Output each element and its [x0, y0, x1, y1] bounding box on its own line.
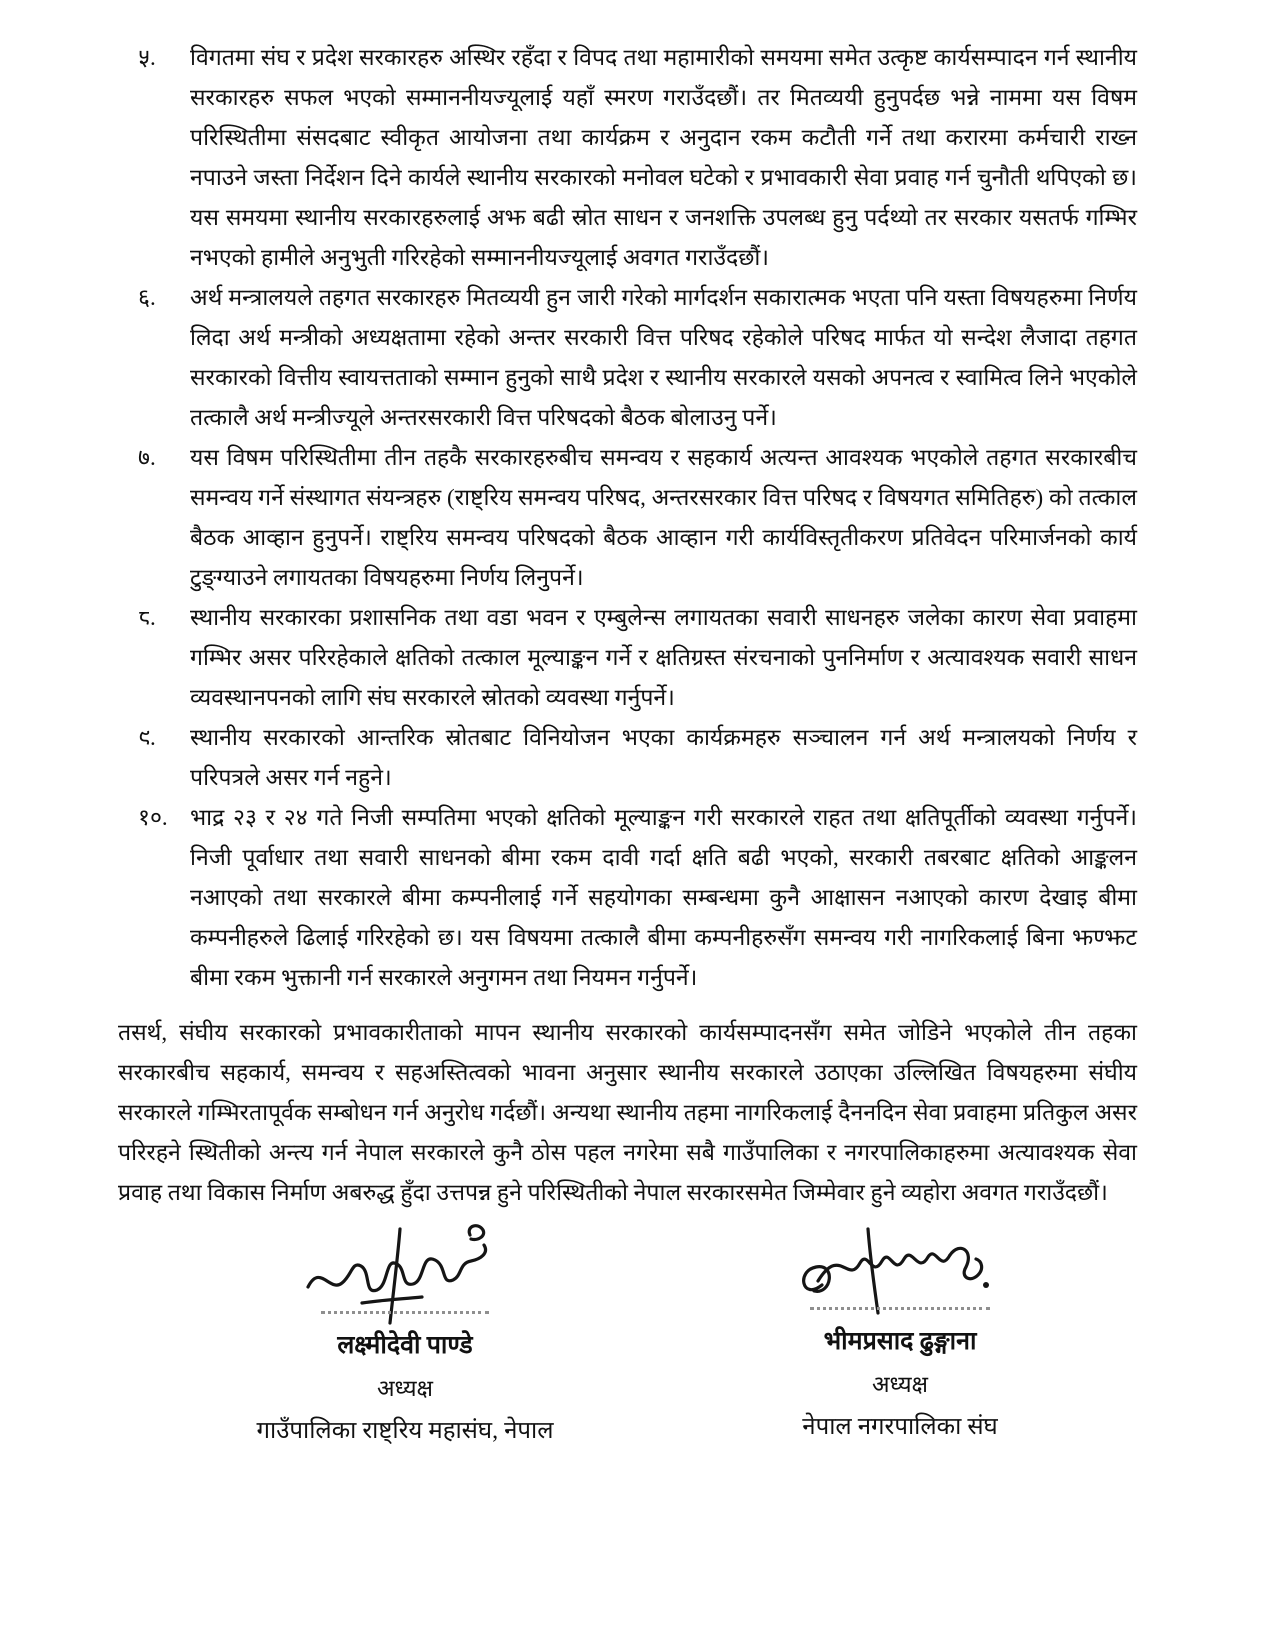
signature-dotted-line	[810, 1305, 990, 1310]
signature-section	[118, 1223, 1137, 1523]
numbered-list	[118, 38, 1137, 998]
list-item	[138, 438, 1137, 598]
item-number: ८.	[138, 605, 156, 630]
list-item	[138, 598, 1137, 718]
signatory-organization: गाउँपालिका राष्ट्रिय महासंघ, नेपाल	[256, 1418, 554, 1444]
signature-dotted-line	[321, 1309, 489, 1314]
list-item	[138, 718, 1137, 798]
item-number: ७.	[138, 445, 156, 470]
signature-block-right	[700, 1223, 1100, 1442]
item-number: ५.	[138, 45, 156, 70]
item-text: विगतमा संघ र प्रदेश सरकारहरु अस्थिर रहँदा र विपद तथा महामारीको समयमा समेत उत्कृष्ट कार्यसम्पादन गर्न स्थानीय सरकारहरु सफल भएको सम्माननीयज्यूलाई यहाँ स्मरण गराउँदछौं। तर मितव्ययी हुनुपर्दछ भन्ने नाममा यस विषम परिस्थितीमा संसदबाट स्वीकृत आयोजना तथा कार्यक्रम र अनुदान रकम कटौती गर्ने तथा करारमा कर्मचारी राख्न नपाउने जस्ता निर्देशन दिने कार्यले स्थानीय सरकारको मनोवल घटेको र प्रभावकारी सेवा प्रवाह गर्न चुनौती थपिएको छ। यस समयमा स्थानीय सरकारहरुलाई अझ बढी स्रोत साधन र जनशक्ति उपलब्ध हुनु पर्दथ्यो तर सरकार यसतर्फ गम्भिर नभएको हामीले अनुभुती गरिरहेको सम्माननीयज्यूलाई अवगत गराउँदछौं।	[190, 45, 1137, 270]
item-number: ९.	[138, 725, 156, 750]
closing-paragraph: तसर्थ, संघीय सरकारको प्रभावकारीताको मापन स्थानीय सरकारको कार्यसम्पादनसँग समेत जोडिने भएकोले तीन तहका सरकारबीच सहकार्य, समन्वय र सहअस्तित्वको भावना अनुसार स्थानीय सरकारले उठाएका उल्लिखित विषयहरुमा संघीय सरकारले गम्भिरतापूर्वक सम्बोधन गर्न अनुरोध गर्दछौं। अन्यथा स्थानीय तहमा नागरिकलाई दैननदिन सेवा प्रवाहमा प्रतिकुल असर परिरहने स्थितीको अन्त्य गर्न नेपाल सरकारले कुनै ठोस पहल नगरेमा सबै गाउँपालिका र नगरपालिकाहरुमा अत्यावश्यक सेवा प्रवाह तथा विकास निर्माण अबरुद्ध हुँदा उत्तपन्न हुने परिस्थितीको नेपाल सरकारसमेत जिम्मेवार हुने व्यहोरा अवगत गराउँदछौं।	[118, 1020, 1137, 1205]
signatory-organization: नेपाल नगरपालिका संघ	[802, 1414, 998, 1440]
list-item	[138, 278, 1137, 438]
signatory-title: अध्यक्ष	[376, 1376, 434, 1401]
item-text: अर्थ मन्त्रालयले तहगत सरकारहरु मितव्ययी हुन जारी गरेको मार्गदर्शन सकारात्मक भएता पनि यस्ता विषयहरुमा निर्णय लिदा अर्थ मन्त्रीको अध्यक्षतामा रहेको अन्तर सरकारी वित्त परिषद रहेकोले परिषद मार्फत यो सन्देश लैजादा तहगत सरकारको वित्तीय स्वायत्तताको सम्मान हुनुको साथै प्रदेश र स्थानीय सरकारले यसको अपनत्व र स्वामित्व लिने भएकोले तत्कालै अर्थ मन्त्रीज्यूले अन्तरसरकारी वित्त परिषदको बैठक बोलाउनु पर्ने।	[190, 285, 1137, 430]
item-text: स्थानीय सरकारको आन्तरिक स्रोतबाट विनियोजन भएका कार्यक्रमहरु सञ्चालन गर्न अर्थ मन्त्रालयको निर्णय र परिपत्रले असर गर्न नहुने।	[190, 725, 1137, 790]
item-text: भाद्र २३ र २४ गते निजी सम्पतिमा भएको क्षतिको मूल्याङ्कन गरी सरकारले राहत तथा क्षतिपूर्तीको व्यवस्था गर्नुपर्ने। निजी पूर्वाधार तथा सवारी साधनको बीमा रकम दावी गर्दा क्षति बढी भएको, सरकारी तबरबाट क्षतिको आङ्कलन नआएको तथा सरकारले बीमा कम्पनीलाई गर्ने सहयोगका सम्बन्धमा कुनै आक्षासन नआएको कारण देखाइ बीमा कम्पनीहरुले ढिलाई गरिरहेको छ। यस विषयमा तत्कालै बीमा कम्पनीहरुसँग समन्वय गरी नागरिकलाई बिना झण्झट बीमा रकम भुक्तानी गर्न सरकारले अनुगमन तथा नियमन गर्नुपर्ने।	[190, 805, 1137, 990]
signatory-title: अध्यक्ष	[871, 1372, 929, 1397]
item-number: १०.	[138, 805, 168, 830]
signatory-name: लक्ष्मीदेवी पाण्डे	[337, 1332, 473, 1359]
signature-block-left	[205, 1223, 605, 1446]
item-number: ६.	[138, 285, 156, 310]
list-item	[138, 798, 1137, 998]
signatory-name: भीमप्रसाद ढुङ्गाना	[823, 1328, 977, 1355]
list-item	[138, 38, 1137, 278]
item-text: स्थानीय सरकारका प्रशासनिक तथा वडा भवन र एम्बुलेन्स लगायतका सवारी साधनहरु जलेका कारण सेवा प्रवाहमा गम्भिर असर परिरहेकाले क्षतिको तत्काल मूल्याङ्कन गर्ने र क्षतिग्रस्त संरचनाको पुननिर्माण र अत्यावश्यक सवारी साधन व्यवस्थानपनको लागि संघ सरकारले स्रोतको व्यवस्था गर्नुपर्ने।	[190, 605, 1137, 710]
item-text: यस विषम परिस्थितीमा तीन तहकै सरकारहरुबीच समन्वय र सहकार्य अत्यन्त आवश्यक भएकोले तहगत सरकारबीच समन्वय गर्ने संस्थागत संयन्त्रहरु (राष्ट्रिय समन्वय परिषद, अन्तरसरकार वित्त परिषद र विषयगत समितिहरु) को तत्काल बैठक आव्हान हुनुपर्ने। राष्ट्रिय समन्वय परिषदको बैठक आव्हान गरी कार्यविस्तृतीकरण प्रतिवेदन परिमार्जनको कार्य टुङ्ग्याउने लगायतका विषयहरुमा निर्णय लिनुपर्ने।	[190, 445, 1137, 590]
